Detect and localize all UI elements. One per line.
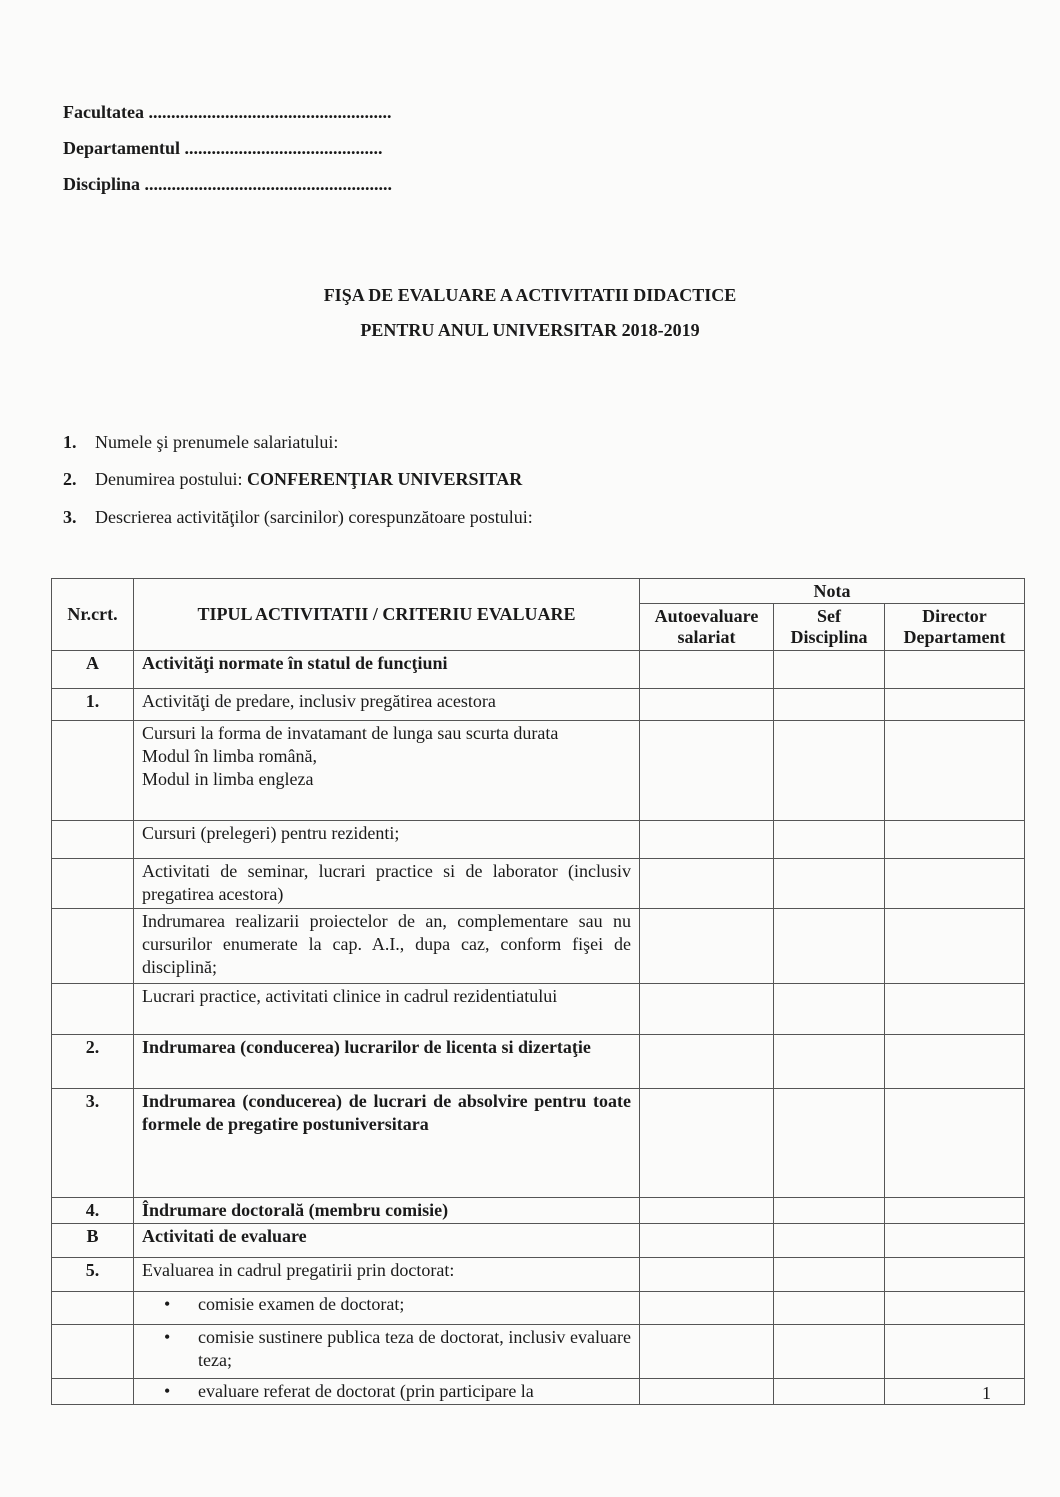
grade-autoevaluare-cell[interactable] [640, 1325, 774, 1379]
doc-title-line1: FIŞA DE EVALUARE A ACTIVITATII DIDACTICE [323, 285, 737, 305]
row-number: A [52, 651, 134, 689]
grade-sef-cell[interactable] [774, 1379, 885, 1405]
grade-autoevaluare-cell[interactable] [640, 721, 774, 821]
row-criterion: Evaluarea in cadrul pregatirii prin doctorat: [134, 1258, 640, 1292]
doc-title-line2: PENTRU ANUL UNIVERSITAR 2018-2019 [360, 320, 700, 340]
row-number [52, 1325, 134, 1379]
grade-director-cell[interactable] [885, 1035, 1025, 1089]
grade-director-cell[interactable] [885, 651, 1025, 689]
grade-sef-cell[interactable] [774, 1325, 885, 1379]
table-row [52, 1035, 1025, 1089]
grade-autoevaluare-cell[interactable] [640, 909, 774, 984]
grade-autoevaluare-cell[interactable] [640, 859, 774, 909]
item-2: 2. Denumirea postului: CONFERENŢIAR UNIVERSITAR [63, 469, 523, 489]
row-number: 1. [52, 689, 134, 721]
row-criterion: Activitati de evaluare [134, 1224, 640, 1258]
row-criterion: Cursuri la forma de invatamant de lunga sau scurta durata Modul în limba română, Modul in limba engleza [134, 721, 640, 821]
row-number [52, 721, 134, 821]
grade-director-cell[interactable] [885, 859, 1025, 909]
item-3: 3. Descrierea activităţilor (sarcinilor) corespunzătoare postului: [63, 507, 533, 527]
field-facultatea: Facultatea ...................................................... [63, 102, 392, 122]
grade-director-cell[interactable] [885, 1292, 1025, 1325]
row-number [52, 909, 134, 984]
row-criterion: • comisie sustinere publica teza de doctorat, inclusiv evaluare teza; [134, 1325, 640, 1379]
grade-director-cell[interactable] [885, 721, 1025, 821]
row-number: 4. [52, 1198, 134, 1224]
table-row [52, 1089, 1025, 1198]
grade-director-cell[interactable] [885, 1325, 1025, 1379]
grade-sef-cell[interactable] [774, 1258, 885, 1292]
grade-director-cell[interactable] [885, 821, 1025, 859]
grade-autoevaluare-cell[interactable] [640, 1224, 774, 1258]
grade-sef-cell[interactable] [774, 1198, 885, 1224]
col-tip-header: TIPUL ACTIVITATII / CRITERIU EVALUARE [134, 579, 640, 651]
col-autoevaluare-header: Autoevaluare salariat [640, 604, 774, 651]
field-departamentul: Departamentul ............................................ [63, 138, 383, 158]
row-number [52, 859, 134, 909]
field-disciplina: Disciplina ....................................................... [63, 174, 393, 194]
grade-autoevaluare-cell[interactable] [640, 1292, 774, 1325]
row-criterion: Activităţi de predare, inclusiv pregătirea acestora [134, 689, 640, 721]
grade-sef-cell[interactable] [774, 1224, 885, 1258]
grade-sef-cell[interactable] [774, 1089, 885, 1198]
col-nr-header: Nr.crt. [52, 579, 134, 651]
row-criterion: Indrumarea realizarii proiectelor de an, complementare sau nu cursurilor enumerate la cap. A.I., dupa caz, conform fişei de disciplină; [134, 909, 640, 984]
table-row [52, 909, 1025, 984]
grade-sef-cell[interactable] [774, 721, 885, 821]
grade-sef-cell[interactable] [774, 651, 885, 689]
row-number [52, 1379, 134, 1405]
grade-director-cell[interactable] [885, 1379, 1025, 1405]
grade-director-cell[interactable] [885, 984, 1025, 1035]
grade-sef-cell[interactable] [774, 1292, 885, 1325]
grade-director-cell[interactable] [885, 1089, 1025, 1198]
grade-director-cell[interactable] [885, 1198, 1025, 1224]
grade-autoevaluare-cell[interactable] [640, 651, 774, 689]
grade-sef-cell[interactable] [774, 984, 885, 1035]
row-number: 2. [52, 1035, 134, 1089]
table-row [52, 859, 1025, 909]
row-criterion: Activitati de seminar, lucrari practice si de laborator (inclusiv pregatirea acestora) [134, 859, 640, 909]
item-1: 1. Numele şi prenumele salariatului: [63, 432, 339, 452]
grade-director-cell[interactable] [885, 689, 1025, 721]
grade-sef-cell[interactable] [774, 1035, 885, 1089]
row-criterion: • comisie examen de doctorat; [134, 1292, 640, 1325]
col-nota-header: Nota [640, 579, 1025, 604]
table-row [52, 1292, 1025, 1325]
row-criterion: Indrumarea (conducerea) lucrarilor de licenta si dizertaţie [134, 1035, 640, 1089]
table-row [52, 1379, 1025, 1405]
grade-director-cell[interactable] [885, 1258, 1025, 1292]
row-criterion: Indrumarea (conducerea) de lucrari de absolvire pentru toate formele de pregatire postuniversitara [134, 1089, 640, 1198]
grade-sef-cell[interactable] [774, 689, 885, 721]
table-row [52, 984, 1025, 1035]
evaluation-table [51, 578, 1025, 1405]
grade-autoevaluare-cell[interactable] [640, 821, 774, 859]
row-criterion: Îndrumare doctorală (membru comisie) [134, 1198, 640, 1224]
page-number: 1 [982, 1383, 991, 1403]
grade-sef-cell[interactable] [774, 909, 885, 984]
table-row [52, 821, 1025, 859]
row-criterion: Lucrari practice, activitati clinice in cadrul rezidentiatului [134, 984, 640, 1035]
col-sef-header: Sef Disciplina [774, 604, 885, 651]
table-row [52, 1258, 1025, 1292]
table-row [52, 1325, 1025, 1379]
row-number [52, 1292, 134, 1325]
grade-autoevaluare-cell[interactable] [640, 1035, 774, 1089]
grade-director-cell[interactable] [885, 1224, 1025, 1258]
table-row [52, 1198, 1025, 1224]
grade-director-cell[interactable] [885, 909, 1025, 984]
table-row [52, 651, 1025, 689]
row-number: 3. [52, 1089, 134, 1198]
col-director-header: Director Departament [885, 604, 1025, 651]
grade-autoevaluare-cell[interactable] [640, 1198, 774, 1224]
table-row [52, 1224, 1025, 1258]
row-number: B [52, 1224, 134, 1258]
table-row [52, 721, 1025, 821]
table-row [52, 689, 1025, 721]
row-number [52, 821, 134, 859]
row-criterion: Cursuri (prelegeri) pentru rezidenti; [134, 821, 640, 859]
grade-sef-cell[interactable] [774, 821, 885, 859]
row-criterion: • evaluare referat de doctorat (prin participare la [134, 1379, 640, 1405]
grade-autoevaluare-cell[interactable] [640, 1258, 774, 1292]
grade-autoevaluare-cell[interactable] [640, 984, 774, 1035]
grade-autoevaluare-cell[interactable] [640, 1089, 774, 1198]
row-number: 5. [52, 1258, 134, 1292]
grade-sef-cell[interactable] [774, 859, 885, 909]
row-criterion: Activităţi normate în statul de funcţiuni [134, 651, 640, 689]
grade-autoevaluare-cell[interactable] [640, 1379, 774, 1405]
grade-autoevaluare-cell[interactable] [640, 689, 774, 721]
row-number [52, 984, 134, 1035]
